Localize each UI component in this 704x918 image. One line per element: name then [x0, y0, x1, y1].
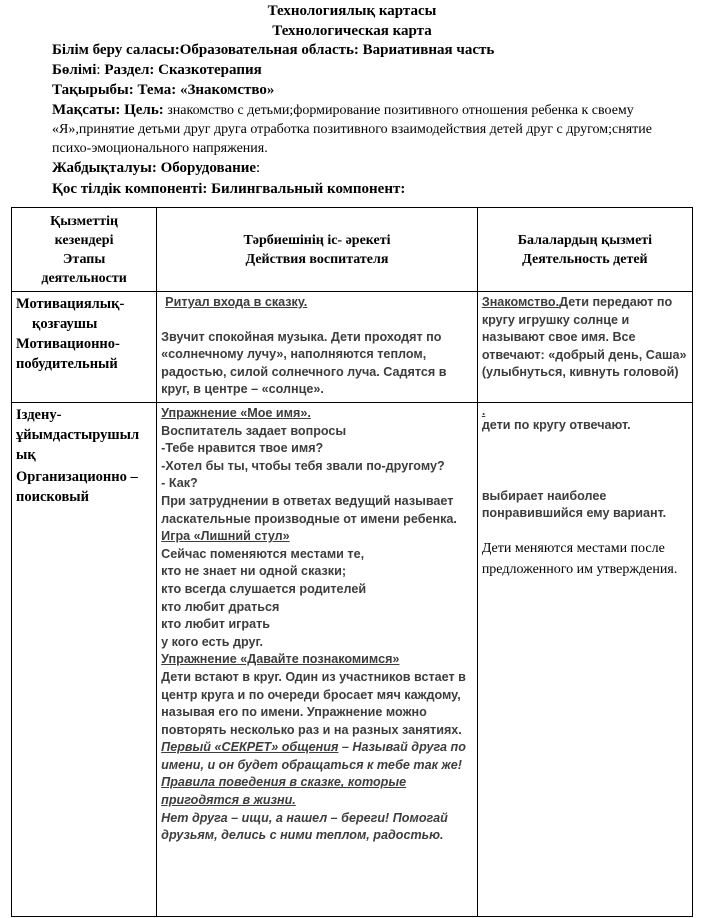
bilingual-label: Қос тілдік компоненті: Билингвальный компонент:	[52, 181, 406, 197]
section-label: Бөлімі	[52, 62, 97, 78]
education-area-value: Вариативная часть	[358, 42, 495, 58]
equipment	[52, 159, 692, 178]
equipment-label: Жабдықталуы: Оборудование	[52, 160, 257, 176]
goal-label: Мақсаты:	[52, 102, 121, 118]
title-ru: Технологическая карта	[272, 23, 432, 39]
acquaintance-title: Знакомство.	[481, 295, 560, 309]
game-extra-chair-title: Игра «Лишний стул»	[161, 529, 290, 544]
first-secret	[161, 739, 473, 774]
education-area-label: Білім беру саласы:Образовательная область:	[52, 42, 359, 58]
acquaintance-text: Дети передают по кругу игрушку солнце и называют свое имя. Все отвечают: «добрый день, Саша» (улыбнуться, кивнуть головой)	[481, 295, 687, 380]
children-dot: .	[481, 404, 486, 418]
topic-label: Тақырыбы:	[52, 82, 134, 98]
exercise-meet-title: Упражнение «Давайте познакомимся»	[161, 652, 400, 667]
teacher-actions-organizational	[157, 403, 478, 917]
first-secret-text: – Называй друга по имени, и он будет обращаться к тебе так же!	[161, 740, 466, 772]
topic-value: Тема: «Знакомство»	[133, 82, 275, 98]
game-line: кто всегда слушается родителей	[161, 581, 367, 596]
education-area	[52, 41, 692, 60]
game-line: кто не знает ни одной сказки;	[161, 564, 347, 579]
ritual-text: Звучит спокойная музыка. Дети проходят по «солнечному лучу», наполняются теплом, радостью, силой солнечного луча. Садятся в круг, в центре – «солнце».	[161, 329, 447, 397]
goal-label-ru: Цель:	[120, 102, 164, 118]
behavior-rules-text: Нет друга – ищи, а нашел – береги! Помогай друзьям, делись с ними теплом, радостью.	[161, 810, 448, 843]
game-line: кто любит играть	[161, 617, 271, 632]
children-choose: выбирает наиболее понравившийся ему вариант.	[481, 488, 667, 521]
table-header-row	[12, 208, 693, 292]
stage-motivational: Мотивациялық- қозғаушы Мотивационно- побудительный	[12, 292, 157, 403]
exercise-my-name-line: - Как?	[161, 476, 198, 491]
header-teacher: Тәрбиешінің іс- әрекеті Действия воспитателя	[157, 208, 478, 292]
goal-text: знакомство с детьми;формирование позитивного отношения ребенка к своему «Я»,принятие детьми друг друга отработка позитивного взаимодействия детей друг с другом;снятие психо-эмоционального напряжения.	[52, 103, 652, 156]
exercise-my-name-line: Воспитатель задает вопросы	[161, 423, 347, 438]
game-line: кто любит драться	[161, 599, 280, 614]
children-actions-motivational	[477, 292, 692, 403]
game-line: Сейчас поменяются местами те,	[161, 546, 365, 561]
exercise-my-name-title: Упражнение «Мое имя».	[161, 406, 311, 420]
bilingual-component	[52, 180, 692, 199]
lesson-plan-table	[11, 207, 693, 917]
children-answer: дети по кругу отвечают.	[481, 418, 631, 432]
children-actions-organizational	[477, 403, 692, 917]
stage-organizational: Іздену- ұйымдастырушыл ық Организационно – поисковый	[12, 403, 157, 917]
section-separator: :	[96, 62, 105, 78]
ritual-title: Ритуал входа в сказку.	[165, 295, 308, 309]
behavior-rules-title: Правила поведения в сказке, которые пригодятся в жизни.	[161, 775, 407, 808]
exercise-my-name-line: -Тебе нравится твое имя?	[161, 441, 324, 456]
game-line: у кого есть друг.	[161, 634, 264, 649]
children-swap: Дети меняются местами после предложенного им утверждения.	[481, 540, 678, 577]
first-secret-title: Первый «СЕКРЕТ» общения	[161, 740, 339, 755]
exercise-meet-text: Дети встают в круг. Один из участников встает в центр круга и по очереди бросает мяч каждому, называя его по имени. Упражнение можно повторять несколько раз и на разных занятиях.	[161, 669, 466, 737]
title-kz: Технологиялық картасы	[267, 3, 437, 19]
table-row	[12, 403, 693, 917]
goal	[52, 101, 652, 158]
equipment-colon: :	[256, 160, 261, 176]
exercise-my-name-line: -Хотел бы ты, чтобы тебя звали по-другому?	[161, 458, 445, 473]
section	[52, 61, 692, 80]
section-value: Раздел: Сказкотерапия	[104, 62, 262, 78]
exercise-my-name-line: При затруднении в ответах ведущий называет ласкательные производные от имени ребенка.	[161, 493, 457, 526]
header-stages: Қызметтің кезендері Этапы деятельности	[12, 208, 157, 292]
header-children: Балалардың қызметі Деятельность детей	[477, 208, 692, 292]
topic	[52, 81, 692, 100]
table-row	[12, 292, 693, 403]
teacher-actions-motivational	[157, 292, 478, 403]
